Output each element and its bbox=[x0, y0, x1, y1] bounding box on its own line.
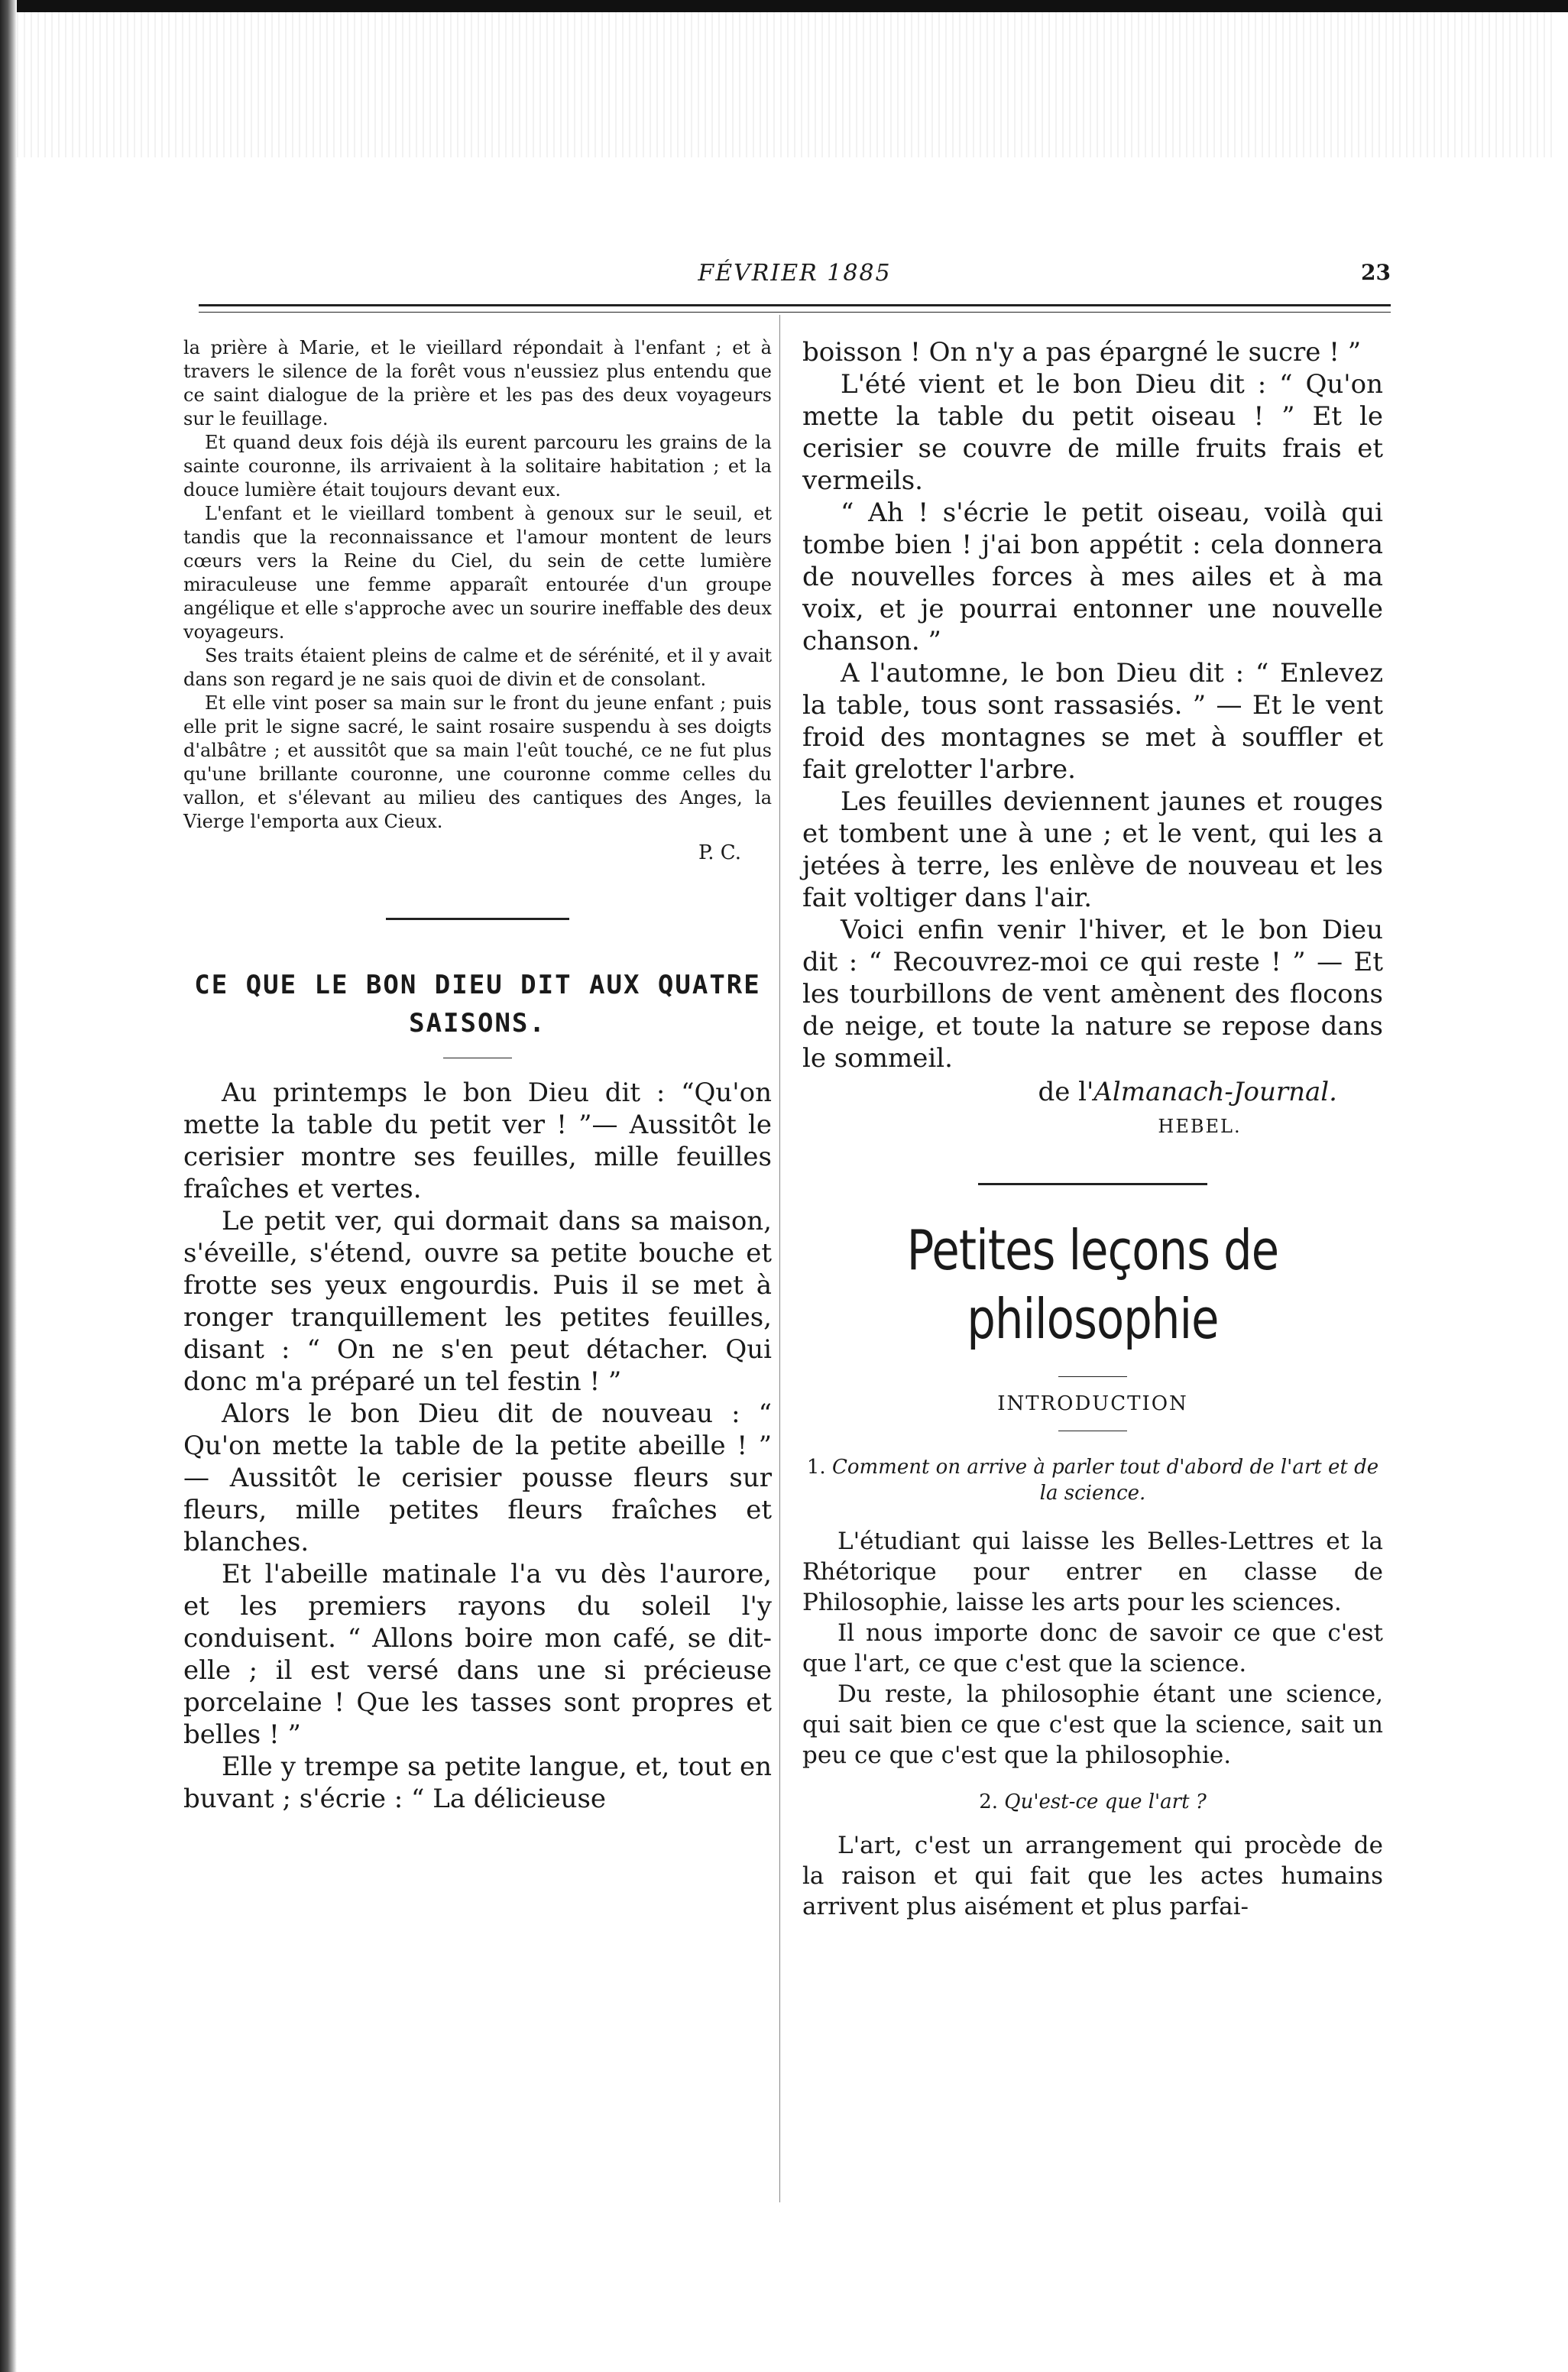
paragraph: Les feuilles deviennent jaunes et rouges et tombent une à une ; et le vent, qui les a jetées à terre, les enlève de nouveau et les fait voltiger dans l'air. bbox=[802, 786, 1383, 913]
paragraph: Alors le bon Dieu dit de nouveau : “ Qu'on mette la table de la petite abeille ! ” — Aussitôt le cerisier pousse fleurs sur fleurs, mille petites fleurs fraîches et blanches. bbox=[183, 1398, 772, 1557]
previous-story-ending bbox=[183, 336, 772, 834]
paragraph: Elle y trempe sa petite langue, et, tout en buvant ; s'écrie : “ La délicieuse bbox=[183, 1751, 772, 1814]
paragraph: L'enfant et le vieillard tombent à genoux sur le seuil, et tandis que la reconnaissance et l'amour montent de leurs cœurs vers la Reine du Ciel, du sein de cette lumière miraculeuse une femme apparaît entourée d'un groupe angélique et elle s'approche avec un sourire ineffable des deux voyageurs. bbox=[183, 503, 772, 643]
binding-edge bbox=[0, 0, 17, 2372]
display-title: Petites leçons de philosophie bbox=[906, 1218, 1279, 1351]
section-title: CE QUE LE BON DIEU DIT AUX QUATRE SAISONS. bbox=[194, 970, 761, 1039]
paragraph: Et quand deux fois déjà ils eurent parcouru les grains de la sainte couronne, ils arrivaient à la solitaire habitation ; et la douce lumière était toujours devant eux. bbox=[183, 432, 772, 501]
paragraph: Ses traits étaient pleins de calme et de sérénité, et il y avait dans son regard je ne sais quoi de divin et de consolant. bbox=[183, 645, 772, 690]
right-column bbox=[802, 336, 1383, 1922]
question-heading bbox=[802, 1454, 1383, 1506]
story-text bbox=[183, 1077, 772, 1815]
page-top-edge bbox=[0, 0, 1568, 12]
paper-texture bbox=[17, 12, 1553, 157]
paragraph: Au printemps le bon Dieu dit : “Qu'on mette la table du petit ver ! ”— Aussitôt le cerisier montre ses feuilles, mille feuilles fraîches et vertes. bbox=[183, 1077, 772, 1204]
header-title: FÉVRIER 1885 bbox=[698, 260, 892, 287]
paragraph: L'été vient et le bon Dieu dit : “ Qu'on mette la table du petit oiseau ! ” Et le cerisier se couvre de mille fruits frais et vermeils. bbox=[802, 369, 1383, 496]
header-rule-thin bbox=[199, 312, 1391, 313]
running-header bbox=[199, 260, 1391, 298]
question-heading bbox=[802, 1789, 1383, 1815]
question-number: 2. bbox=[979, 1790, 999, 1813]
column-divider bbox=[779, 315, 780, 2202]
paragraph: Du reste, la philosophie étant une science, qui sait bien ce que c'est que la science, sait un peu ce que c'est que la philosophie. bbox=[802, 1680, 1383, 1769]
paragraph: la prière à Marie, et le vieillard répondait à l'enfant ; et à travers le silence de la forêt vous n'eussiez plus entendu que ce saint dialogue de la prière et les pas des deux voyageurs sur le feuillage. bbox=[183, 337, 772, 429]
separator-ornament bbox=[386, 918, 569, 920]
paragraph: L'étudiant qui laisse les Belles-Lettres et la Rhétorique pour entrer en classe de Philosophie, laisse les arts pour les sciences. bbox=[802, 1528, 1383, 1616]
title-dash bbox=[1058, 1376, 1127, 1377]
left-column bbox=[183, 336, 772, 1815]
attribution-prefix: de l' bbox=[1038, 1077, 1094, 1107]
page-number: 23 bbox=[1361, 260, 1391, 285]
answer-text bbox=[802, 1526, 1383, 1771]
attribution-source: Almanach-Journal. bbox=[1093, 1077, 1337, 1107]
paragraph: Et l'abeille matinale l'a vu dès l'aurore, et les premiers rayons du soleil l'y conduisent. “ Allons boire mon café, se dit-elle ; il est versé dans une si précieuse porcelaine ! Que les tasses sont propres et belles ! ” bbox=[183, 1559, 772, 1750]
paragraph: A l'automne, le bon Dieu dit : “ Enlevez la table, tous sont rassasiés. ” — Et le vent froid des montagnes se met à souffler et fait grelotter l'arbre. bbox=[802, 658, 1383, 785]
paragraph: L'art, c'est un arrangement qui procède de la raison et qui fait que les actes humains arrivent plus aisément et plus parfai- bbox=[802, 1832, 1383, 1920]
paragraph: Voici enfin venir l'hiver, et le bon Dieu dit : “ Recouvrez-moi ce qui reste ! ” — Et les tourbillons de vent amènent des flocons de neige, et toute la nature se repose dans le sommeil. bbox=[802, 915, 1383, 1074]
flourish-ornament bbox=[978, 1183, 1207, 1185]
paragraph: Il nous importe donc de savoir ce que c'est que l'art, ce que c'est que la science. bbox=[802, 1619, 1383, 1677]
author: HEBEL. bbox=[1158, 1116, 1242, 1137]
question-text: Comment on arrive à parler tout d'abord de l'art et de la science. bbox=[831, 1456, 1379, 1505]
story-continuation bbox=[802, 336, 1383, 1074]
subheading: INTRODUCTION bbox=[997, 1392, 1188, 1415]
answer-text bbox=[802, 1830, 1383, 1922]
header-rule bbox=[199, 304, 1391, 306]
paragraph: boisson ! On n'y a pas épargné le sucre ! ” bbox=[802, 337, 1362, 368]
signature: P. C. bbox=[698, 841, 741, 864]
question-text: Qu'est-ce que l'art ? bbox=[1004, 1790, 1207, 1813]
paragraph: Et elle vint poser sa main sur le front du jeune enfant ; puis elle prit le signe sacré, le saint rosaire suspendu à ses doigts d'albâtre ; et aussitôt que sa main l'eût touché, ce ne fut plus qu'une brillante couronne, une couronne comme celles du vallon, et s'élevant au milieu des cantiques des Anges, la Vierge l'emporta aux Cieux. bbox=[183, 692, 772, 832]
paragraph: Le petit ver, qui dormait dans sa maison, s'éveille, s'étend, ouvre sa petite bouche et frotte ses yeux engourdis. Puis il se met à ronger tranquillement les petites feuilles, disant : “ On ne s'en peut détacher. Qui donc m'a préparé un tel festin ! ” bbox=[183, 1206, 772, 1397]
paragraph: “ Ah ! s'écrie le petit oiseau, voilà qui tombe bien ! j'ai bon appétit : cela donnera de nouvelles forces à mes ailes et à ma voix, et je pourrai entonner une nouvelle chanson. ” bbox=[802, 497, 1383, 656]
attribution bbox=[802, 1074, 1337, 1110]
question-number: 1. bbox=[806, 1456, 826, 1479]
